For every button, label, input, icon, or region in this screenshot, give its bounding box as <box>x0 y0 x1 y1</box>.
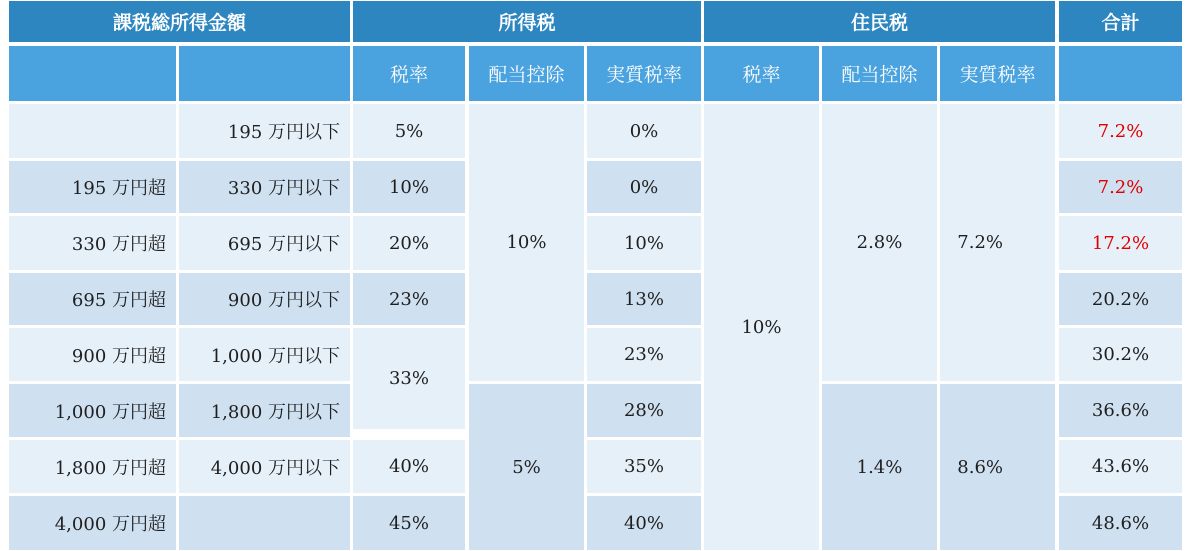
total-cell: 7.2% <box>1059 161 1182 213</box>
bracket-to-cell: 195 万円以下 <box>179 104 350 158</box>
subheader-blank-from <box>9 46 176 101</box>
subheader-blank-total <box>1059 46 1182 101</box>
bracket-from-cell: 4,000 万円超 <box>9 496 176 550</box>
bracket-from-cell: 1,000 万円超 <box>9 384 176 437</box>
income-rate-cell: 5% <box>353 104 465 158</box>
income-effective-cell: 35% <box>587 440 701 493</box>
bracket-to-cell: 695 万円以下 <box>179 216 350 270</box>
bracket-to-cell: 4,000 万円以下 <box>179 440 350 493</box>
bracket-to-cell: 330 万円以下 <box>179 161 350 213</box>
income-effective-cell: 10% <box>587 216 701 270</box>
income-rate-cell: 20% <box>353 216 465 270</box>
total-cell: 20.2% <box>1059 273 1182 325</box>
bracket-from-cell: 1,800 万円超 <box>9 440 176 493</box>
subheader-resident-effective: 実質税率 <box>940 46 1055 101</box>
income-effective-cell: 40% <box>587 496 701 550</box>
total-cell: 48.6% <box>1059 496 1182 550</box>
bracket-to-cell: 1,000 万円以下 <box>179 328 350 381</box>
resident-effective-merged-cell: 8.6% <box>940 384 1055 550</box>
header-bracket: 課税総所得金額 <box>9 1 350 42</box>
income-effective-cell: 23% <box>587 328 701 381</box>
bracket-to-cell <box>179 496 350 550</box>
bracket-to-cell: 900 万円以下 <box>179 273 350 325</box>
bracket-from-cell <box>9 104 176 158</box>
income-rate-cell: 40% <box>353 440 465 493</box>
income-effective-cell: 28% <box>587 384 701 437</box>
income-rate-cell: 23% <box>353 273 465 325</box>
bracket-from-cell: 695 万円超 <box>9 273 176 325</box>
total-cell: 7.2% <box>1059 104 1182 158</box>
income-rate-cell: 10% <box>353 161 465 213</box>
header-resident-tax: 住民税 <box>704 1 1055 42</box>
subheader-resident-rate: 税率 <box>704 46 819 101</box>
total-cell: 36.6% <box>1059 384 1182 437</box>
header-total: 合計 <box>1059 1 1182 42</box>
resident-effective-merged-cell: 7.2% <box>940 104 1055 381</box>
total-cell: 30.2% <box>1059 328 1182 381</box>
income-dividend-merged-cell: 5% <box>469 384 584 550</box>
income-effective-cell: 13% <box>587 273 701 325</box>
subheader-income-dividend: 配当控除 <box>469 46 584 101</box>
bracket-from-cell: 195 万円超 <box>9 161 176 213</box>
income-effective-cell: 0% <box>587 161 701 213</box>
bracket-to-cell: 1,800 万円以下 <box>179 384 350 437</box>
resident-dividend-merged-cell: 2.8% <box>822 104 937 381</box>
subheader-income-rate: 税率 <box>353 46 465 101</box>
income-dividend-merged-cell: 10% <box>469 104 584 381</box>
total-cell: 43.6% <box>1059 440 1182 493</box>
subheader-resident-dividend: 配当控除 <box>822 46 937 101</box>
bracket-from-cell: 330 万円超 <box>9 216 176 270</box>
resident-dividend-merged-cell: 1.4% <box>822 384 937 550</box>
subheader-blank-to <box>179 46 350 101</box>
resident-rate-merged-cell: 10% <box>704 104 819 550</box>
bracket-from-cell: 900 万円超 <box>9 328 176 381</box>
income-effective-cell: 0% <box>587 104 701 158</box>
total-cell: 17.2% <box>1059 216 1182 270</box>
header-income-tax: 所得税 <box>353 1 701 42</box>
income-rate-merged-cell: 33% <box>353 328 465 429</box>
income-rate-cell: 45% <box>353 496 465 550</box>
subheader-income-effective: 実質税率 <box>587 46 701 101</box>
